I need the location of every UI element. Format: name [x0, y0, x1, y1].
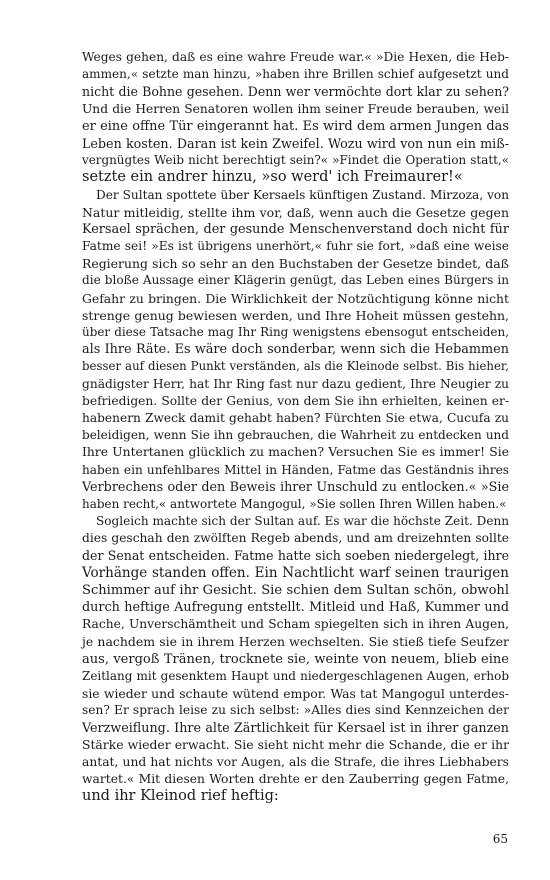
text-line: Zeitlang mit gesenktem Haupt und niedergeschlagenen Augen, erhob	[82, 668, 509, 683]
text-line: Sogleich machte sich der Sultan auf. Es war die höchste Zeit. Denn	[96, 514, 509, 529]
text-line: Gefahr zu bringen. Die Wirklichkeit der Notzüchtigung könne nicht	[82, 290, 509, 306]
text-line: je nachdem sie in ihrem Herzen wechselten. Sie stieß tiefe Seufzer	[82, 634, 509, 650]
text-line: antat, und hat nichts vor Augen, als die Strafe, die ihres Liebhabers	[82, 754, 509, 769]
text-line: die bloße Aussage einer Klägerin genügt, das Leben eines Bürgers in	[82, 273, 509, 288]
text-line: dies geschah den zwölften Regeb abends, und am dreizehnten sollte	[82, 531, 509, 546]
text-line: sen? Er sprach leise zu sich selbst: »Alles dies sind Kennzeichen der	[82, 703, 509, 718]
text-line: sie wieder und schaute wütend empor. Was tat Mangogul unterdes-	[82, 685, 509, 701]
text-line: Vorhänge standen offen. Ein Nachtlicht warf seinen traurigen	[82, 564, 509, 581]
text-line: haben ein unfehlbares Mittel in Händen, Fatme das Geständnis ihres	[82, 462, 509, 477]
text-line: setzte ein andrer hinzu, »so werd' ich Freimaurer!«	[82, 169, 463, 186]
paragraph-3	[82, 513, 509, 805]
text-line: und ihr Kleinod rief heftig:	[82, 788, 279, 805]
text-line: Der Sultan spottete über Kersaels künftigen Zustand. Mirzoza, von	[96, 187, 509, 202]
text-line: Stärke wieder erwacht. Sie sieht nicht mehr die Schande, die er ihr	[82, 737, 509, 752]
text-line: nicht die Bohne gesehen. Denn wer vermöchte dort klar zu sehen?	[82, 84, 509, 100]
page-number: 65	[492, 832, 508, 846]
text-line: Verzweiflung. Ihre alte Zärtlichkeit für Kersael ist in ihrer ganzen	[82, 720, 509, 736]
body-text	[82, 49, 509, 805]
text-line: Fatme sei! »Es ist übrigens unerhört,« fuhr sie fort, »daß eine weise	[82, 239, 509, 254]
text-line: durch heftige Aufregung entstellt. Mitleid und Haß, Kummer und	[82, 600, 509, 615]
text-line: gnädigster Herr, hat Ihr Ring fast nur dazu gedient, Ihre Neugier zu	[82, 376, 509, 391]
text-line: Rache, Unverschämtheit und Scham spiegelten sich in ihren Augen,	[82, 617, 509, 632]
text-line: ammen,« setzte man hinzu, »haben ihre Brillen schief aufgesetzt und	[82, 67, 509, 82]
text-line: Natur mitleidig, stellte ihm vor, daß, wenn auch die Gesetze gegen	[82, 204, 509, 220]
text-line: beleidigen, wenn Sie ihn gebrauchen, die Wahrheit zu entdecken und	[82, 428, 509, 443]
text-line: aus, vergoß Tränen, trocknete sie, weinte von neuem, blieb eine	[82, 651, 509, 667]
text-line: Weges gehen, daß es eine wahre Freude war.« »Die Hexen, die Heb-	[82, 50, 509, 64]
text-line: der Senat entscheiden. Fatme hatte sich soeben niedergelegt, ihre	[82, 548, 509, 564]
text-line: über diese Tatsache mag Ihr Ring wenigstens ebensogut entscheiden,	[82, 325, 509, 339]
text-line: Kersael sprächen, der gesunde Menschenverstand doch nicht für	[82, 221, 509, 237]
text-line: Leben kosten. Daran ist kein Zweifel. Wozu wird von nun ein miß-	[82, 135, 509, 151]
paragraph-1	[82, 49, 509, 187]
text-line: haben recht,« antwortete Mangogul, »Sie sollen Ihren Willen haben.«	[82, 496, 507, 511]
text-line: Regierung sich so sehr an den Buchstaben der Gesetze bindet, daß	[82, 256, 509, 272]
text-line: Und die Herren Senatoren wollen ihm seiner Freude berauben, weil	[82, 101, 509, 116]
text-line: Ihre Untertanen glücklich zu machen? Versuchen Sie es immer! Sie	[82, 445, 509, 460]
text-line: besser auf diesen Punkt verständen, als die Kleinode selbst. Bis hieher,	[82, 359, 509, 374]
text-line: befriedigen. Sollte der Genius, von dem Sie ihn erhielten, keinen er-	[82, 393, 509, 408]
text-line: Schimmer auf ihr Gesicht. Sie schien dem Sultan schön, obwohl	[82, 582, 509, 598]
paragraph-2	[82, 187, 509, 514]
text-line: habenern Zweck damit gehabt haben? Fürchten Sie etwa, Cucufa zu	[82, 410, 509, 425]
text-line: Verbrechens oder den Beweis ihrer Unschuld zu entlocken.« »Sie	[82, 479, 509, 495]
text-line: als Ihre Räte. Es wäre doch sonderbar, wenn sich die Hebammen	[82, 342, 509, 358]
text-line: wartet.« Mit diesen Worten drehte er den Zauberring gegen Fatme,	[82, 771, 509, 786]
text-line: vergnügtes Weib nicht berechtigt sein?« »Findet die Operation statt,«	[82, 153, 509, 168]
text-line: strenge genug bewiesen werden, und Ihre Hoheit müssen gestehn,	[82, 307, 509, 323]
text-line: er eine offne Tür eingerannt hat. Es wird dem armen Jungen das	[82, 118, 509, 134]
